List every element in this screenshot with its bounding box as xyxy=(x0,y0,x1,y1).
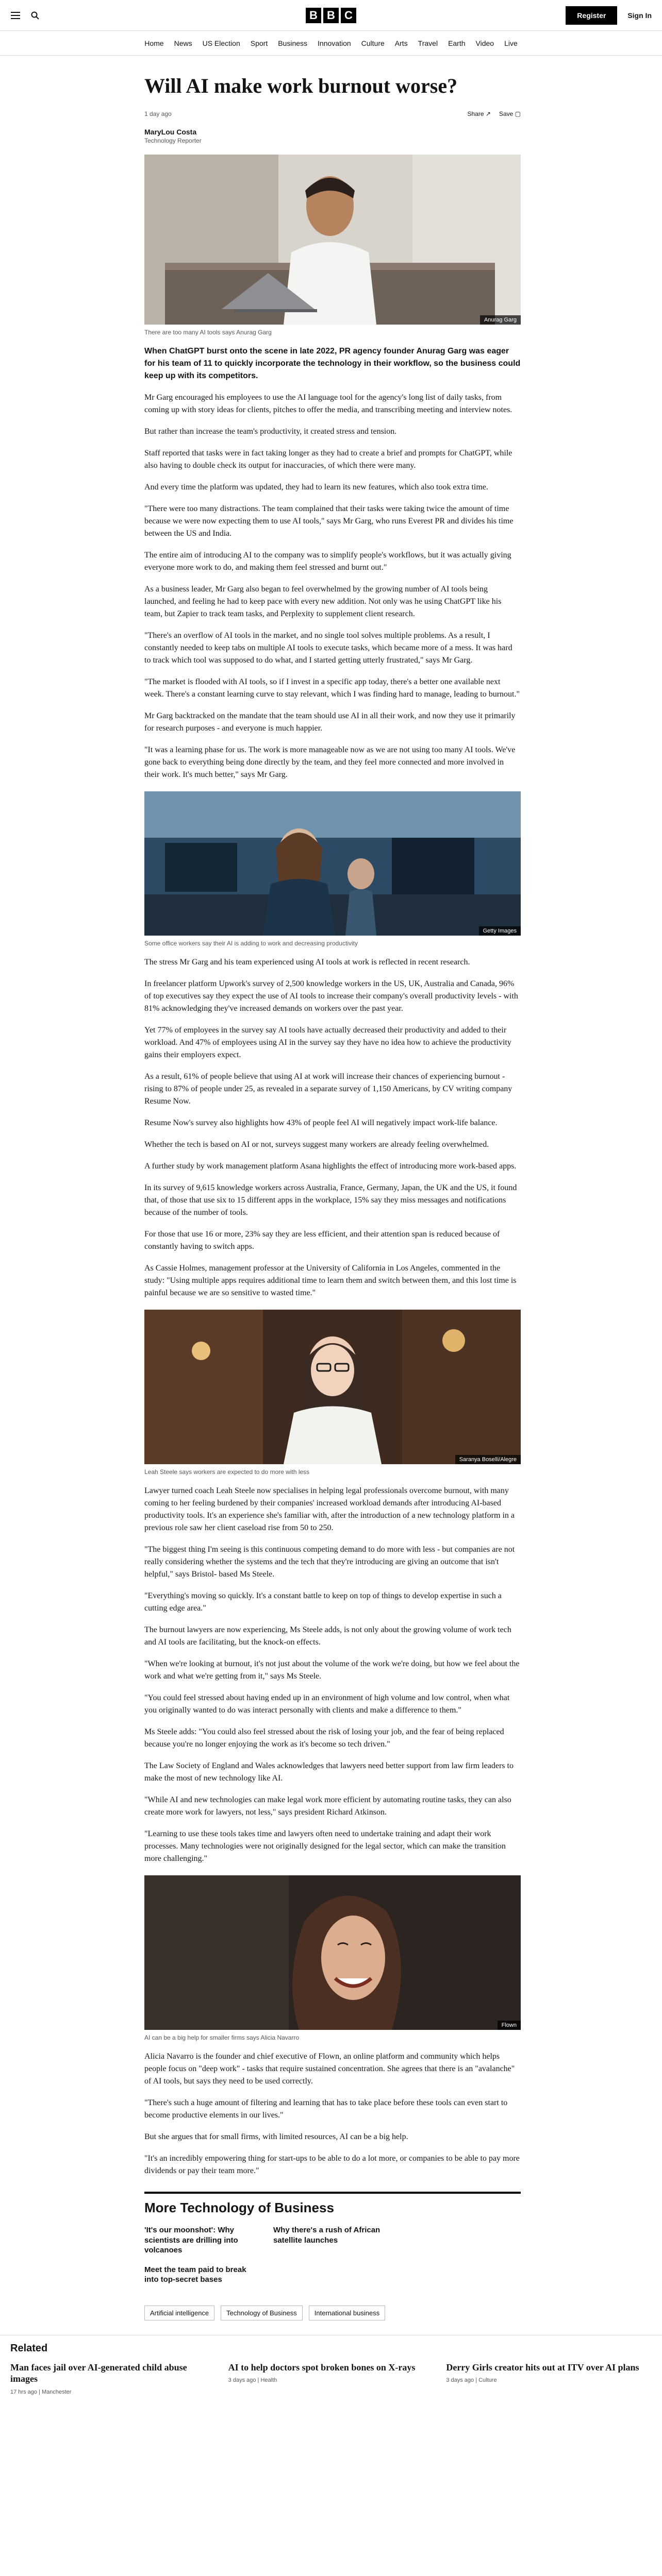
nav-item-video[interactable]: Video xyxy=(475,39,494,47)
paragraph: "There's an overflow of AI tools in the market, and no single tool solves multiple problems. As a result, I constantly needed to keep tabs on multiple AI tools to execute tasks, which became more of a mess. It was hard to track which tool was supposed to do what, and I started getting utterly frustrated," says Mr Garg. xyxy=(144,631,512,665)
related-meta: 3 days ago | Culture xyxy=(446,2377,497,2383)
nav-item-news[interactable]: News xyxy=(174,39,192,47)
menu-icon[interactable] xyxy=(10,10,21,21)
nav-item-culture[interactable]: Culture xyxy=(361,39,385,47)
paragraph: Lawyer turned coach Leah Steele now specialises in helping legal professionals overcome burnout, with many coming to her feeling burdened by their companies' increased workload demands after introducing AI-based productivity tools. It's an experience she's familiar with, after the introduction of a new technology platform in a previous role saw her client caseload rise from 50 to 250. xyxy=(144,1486,515,1532)
main-nav xyxy=(0,31,662,56)
logo-letter: C xyxy=(341,8,356,23)
related-item[interactable] xyxy=(228,2362,434,2395)
paragraph: "There were too many distractions. The team complained that their tasks were taking twice the amount of time because we were now expecting them to use AI tools," says Mr Garg, who runs Everest PR and divides his time between the US and India. xyxy=(144,504,514,538)
paragraph: Mr Garg encouraged his employees to use the AI language tool for the agency's long list of daily tasks, from coming up with story ideas for clients, pitches to offer the media, and transcribing meeting and interview notes. xyxy=(144,393,512,414)
bbc-logo[interactable] xyxy=(306,8,356,23)
paragraph: Alicia Navarro is the founder and chief executive of Flown, an online platform and community which helps people focus on "deep work" - tasks that require sustained concentration. She agrees that there is an "avalanche" of AI tools, but says they need to be used correctly. xyxy=(144,2052,515,2086)
related-title: Related xyxy=(10,2342,48,2354)
paragraph: "It was a learning phase for us. The work is more manageable now as we are not using too many AI tools. We've gone back to everything being done directly by the team, and they feel more connected and more involved in their work. It's much better," says Mr Garg. xyxy=(144,745,516,779)
more-links xyxy=(144,2225,382,2285)
related-headline: AI to help doctors spot broken bones on X-rays xyxy=(228,2362,416,2372)
nav-item-business[interactable]: Business xyxy=(278,39,308,47)
tag[interactable]: Artificial intelligence xyxy=(144,2306,214,2320)
more-technology-section xyxy=(144,2192,521,2320)
smiling-figure xyxy=(144,1875,521,2041)
author-name: MaryLou Costa xyxy=(144,128,197,136)
signin-link[interactable]: Sign In xyxy=(627,11,652,20)
top-bar xyxy=(0,0,662,31)
paragraph: As a result, 61% of people believe that using AI at work will increase their chances of experiencing burnout - rising to 87% of people under 25, as revealed in a separate survey of 1,150 Americans, by CV writing company Resume Now. xyxy=(144,1072,512,1106)
paragraph: In its survey of 9,615 knowledge workers across Australia, France, Germany, Japan, the UK and the US, it found that, of those that use six to 15 different apps in the workplace, 15% say they miss messages and notifications because of the number of tools. xyxy=(144,1183,517,1217)
paragraph: The burnout lawyers are now experiencing, Ms Steele adds, is not only about the growing volume of work tech and AI tools are facilitating, but the knock-on effects. xyxy=(144,1625,511,1647)
save-label: Save xyxy=(499,110,514,117)
paragraph: "There's such a huge amount of filtering and learning that has to take place before these tools can even start to become productive elements in our lives." xyxy=(144,2098,508,2120)
tag[interactable]: Technology of Business xyxy=(221,2306,303,2320)
office-figure xyxy=(144,791,521,947)
paragraph: Whether the tech is based on AI or not, surveys suggest many workers are already feeling overwhelmed. xyxy=(144,1140,489,1149)
paragraph: "The biggest thing I'm seeing is this continuous competing demand to do more with less - but companies are not really considering whether the systems and the tech that they're introducing are giving an outcome that isn't helpful," says Bristol- based Ms Steele. xyxy=(144,1545,515,1579)
paragraph: Mr Garg backtracked on the mandate that the team should use AI in all their work, and now they use it primarily for research purposes - and everyone is much happier. xyxy=(144,711,516,733)
paragraph: "The market is flooded with AI tools, so if I invest in a specific app today, there's a better one available next week. There's a constant learning curve to stay relevant, which I was finding hard to manage, leading to burnout." xyxy=(144,677,520,699)
hero-image xyxy=(144,155,521,325)
logo-letter: B xyxy=(323,8,339,23)
image-caption: AI can be a big help for smaller firms says Alicia Navarro xyxy=(144,2034,300,2041)
portrait-image-art xyxy=(144,1310,521,1464)
paragraph: The entire aim of introducing AI to the company was to simplify people's workflows, but it was actually giving everyone more work to do, and making them feel stressed and burnt out." xyxy=(144,551,511,572)
more-link[interactable]: Meet the team paid to break into top-secret bases xyxy=(144,2265,246,2284)
more-link[interactable]: 'It's our moonshot': Why scientists are drilling into volcanoes xyxy=(144,2226,238,2255)
paragraph: "It's an incredibly empowering thing for start-ups to be able to do a lot more, or companies to be able to pay more dividends or pay their team more." xyxy=(144,2154,520,2175)
image-caption: Some office workers say their AI is adding to work and decreasing productivity xyxy=(144,940,358,947)
author-role: Technology Reporter xyxy=(144,137,202,144)
paragraph: As a business leader, Mr Garg also began to feel overwhelmed by the growing number of AI tools being launched, and feeling he had to keep pace with every new addition. Not only was he using ChatGPT like his team, but Zapier to track team tasks, and Perplexity to supplement client research. xyxy=(144,585,502,618)
office-image xyxy=(144,791,521,936)
paragraph: Staff reported that tasks were in fact taking longer as they had to create a brief and prompts for ChatGPT, while also having to double check its output for inaccuracies, of which there were many. xyxy=(144,449,512,470)
paragraph: "Everything's moving so quickly. It's a constant battle to keep on top of things to develop expertise in such a cutting edge area." xyxy=(144,1591,502,1613)
portrait-figure xyxy=(144,1310,521,1476)
related-item[interactable] xyxy=(446,2362,652,2395)
image-credit: Saranya Boselli/Alegre xyxy=(455,1455,521,1464)
logo-letter: B xyxy=(306,8,321,23)
image-credit: Flown xyxy=(498,2021,521,2030)
related-list xyxy=(10,2362,652,2395)
hero-image-art xyxy=(144,155,521,325)
paragraph: "When we're looking at burnout, it's not just about the volume of the work we're doing, but how we feel about the work and what we're getting from it," says Ms Steele. xyxy=(144,1659,520,1681)
paragraph: But she argues that for small firms, with limited resources, AI can be a big help. xyxy=(144,2132,408,2141)
related-headline: Man faces jail over AI-generated child abuse images xyxy=(10,2362,187,2384)
byline xyxy=(144,128,521,144)
related-meta: 3 days ago | Health xyxy=(228,2377,277,2383)
paragraph: "You could feel stressed about having ended up in an environment of high volume and low control, when what you originally wanted to do was interact personally with clients and make a difference to them." xyxy=(144,1693,510,1715)
nav-item-live[interactable]: Live xyxy=(504,39,518,47)
related-item[interactable] xyxy=(10,2362,216,2395)
paragraph: Yet 77% of employees in the survey say AI tools have actually decreased their productivity and added to their workload. And 47% of employees using AI in the survey say they have no idea how to achieve the productivity gains their employers expect. xyxy=(144,1026,511,1059)
paragraph: The stress Mr Garg and his team experienced using AI tools at work is reflected in recent research. xyxy=(144,958,470,967)
share-icon: ↗ xyxy=(485,110,491,117)
nav-item-arts[interactable]: Arts xyxy=(394,39,408,47)
nav-item-us-election[interactable]: US Election xyxy=(202,39,240,47)
article-date: 1 day ago xyxy=(144,110,172,117)
paragraph: "While AI and new technologies can make legal work more efficient by automating routine tasks, they can also create more work for lawyers, not less," says president Richard Atkinson. xyxy=(144,1795,511,1817)
nav-item-innovation[interactable]: Innovation xyxy=(318,39,351,47)
share-button[interactable] xyxy=(468,110,491,117)
nav-item-travel[interactable]: Travel xyxy=(418,39,438,47)
image-credit: Getty Images xyxy=(479,926,521,936)
office-image-art xyxy=(144,791,521,936)
paragraph: As Cassie Holmes, management professor at the University of California in Los Angeles, commented in the study: "Using multiple apps requires additional time to learn them and switch between them, and this lost time is painful because we are so sensitive to wasted time." xyxy=(144,1264,517,1297)
article-body xyxy=(144,345,521,2177)
nav-item-sport[interactable]: Sport xyxy=(250,39,268,47)
section-title: More Technology of Business xyxy=(144,2200,334,2215)
article-headline: Will AI make work burnout worse? xyxy=(144,74,458,97)
paragraph: A further study by work management platform Asana highlights the effect of introducing more work-based apps. xyxy=(144,1162,517,1171)
topic-tags xyxy=(144,2306,521,2320)
paragraph: Resume Now's survey also highlights how 43% of people feel AI will negatively impact work-life balance. xyxy=(144,1118,498,1127)
related-meta: 17 hrs ago | Manchester xyxy=(10,2388,72,2395)
smiling-image xyxy=(144,1875,521,2030)
hero-figure xyxy=(144,155,521,336)
bookmark-icon: ▢ xyxy=(515,110,521,117)
related-headline: Derry Girls creator hits out at ITV over AI plans xyxy=(446,2362,639,2372)
nav-item-earth[interactable]: Earth xyxy=(448,39,466,47)
paragraph: For those that use 16 or more, 23% say they are less efficient, and their attention span is reduced because of constantly having to switch apps. xyxy=(144,1230,500,1251)
article-meta xyxy=(144,110,521,117)
paragraph: But rather than increase the team's productivity, it created stress and tension. xyxy=(144,427,397,436)
register-button[interactable]: Register xyxy=(566,6,617,25)
article xyxy=(144,74,521,2177)
tag[interactable]: International business xyxy=(309,2306,385,2320)
paragraph: When ChatGPT burst onto the scene in late 2022, PR agency founder Anurag Garg was eager for his team of 11 to quickly incorporate the technology in their workflow, so the business could keep up with its competitors. xyxy=(144,347,521,380)
paragraph: And every time the platform was updated, they had to learn its new features, which also took extra time. xyxy=(144,483,488,492)
image-credit: Anurag Garg xyxy=(480,315,521,325)
image-caption: There are too many AI tools says Anurag Garg xyxy=(144,329,272,336)
smiling-image-art xyxy=(144,1875,521,2030)
image-caption: Leah Steele says workers are expected to do more with less xyxy=(144,1468,310,1476)
paragraph: "Learning to use these tools takes time and lawyers often need to undertake training and adapt their work processes. Many technologies were not originally designed for the legal sector, which can make the transition more challenging." xyxy=(144,1829,506,1863)
share-label: Share xyxy=(467,110,484,117)
more-link[interactable]: Why there's a rush of African satellite launches xyxy=(273,2226,380,2245)
paragraph: Ms Steele adds: "You could also feel stressed about the risk of losing your job, and the fear of being replaced because you're no longer enjoying the work as it's become so tech driven." xyxy=(144,1727,504,1749)
search-icon[interactable] xyxy=(30,10,40,21)
nav-item-home[interactable]: Home xyxy=(144,39,164,47)
paragraph: In freelancer platform Upwork's survey of 2,500 knowledge workers in the US, UK, Australia and Canada, 96% of top executives say they expect the use of AI tools to increase their company's overall productivity levels - with 81% acknowledging they've increased demands on workers over the past year. xyxy=(144,979,518,1013)
paragraph: The Law Society of England and Wales acknowledges that lawyers need better support from law firm leaders to make the most of new technology like AI. xyxy=(144,1761,514,1783)
related-section xyxy=(0,2335,662,2395)
save-button[interactable] xyxy=(499,110,521,117)
portrait-image xyxy=(144,1310,521,1464)
